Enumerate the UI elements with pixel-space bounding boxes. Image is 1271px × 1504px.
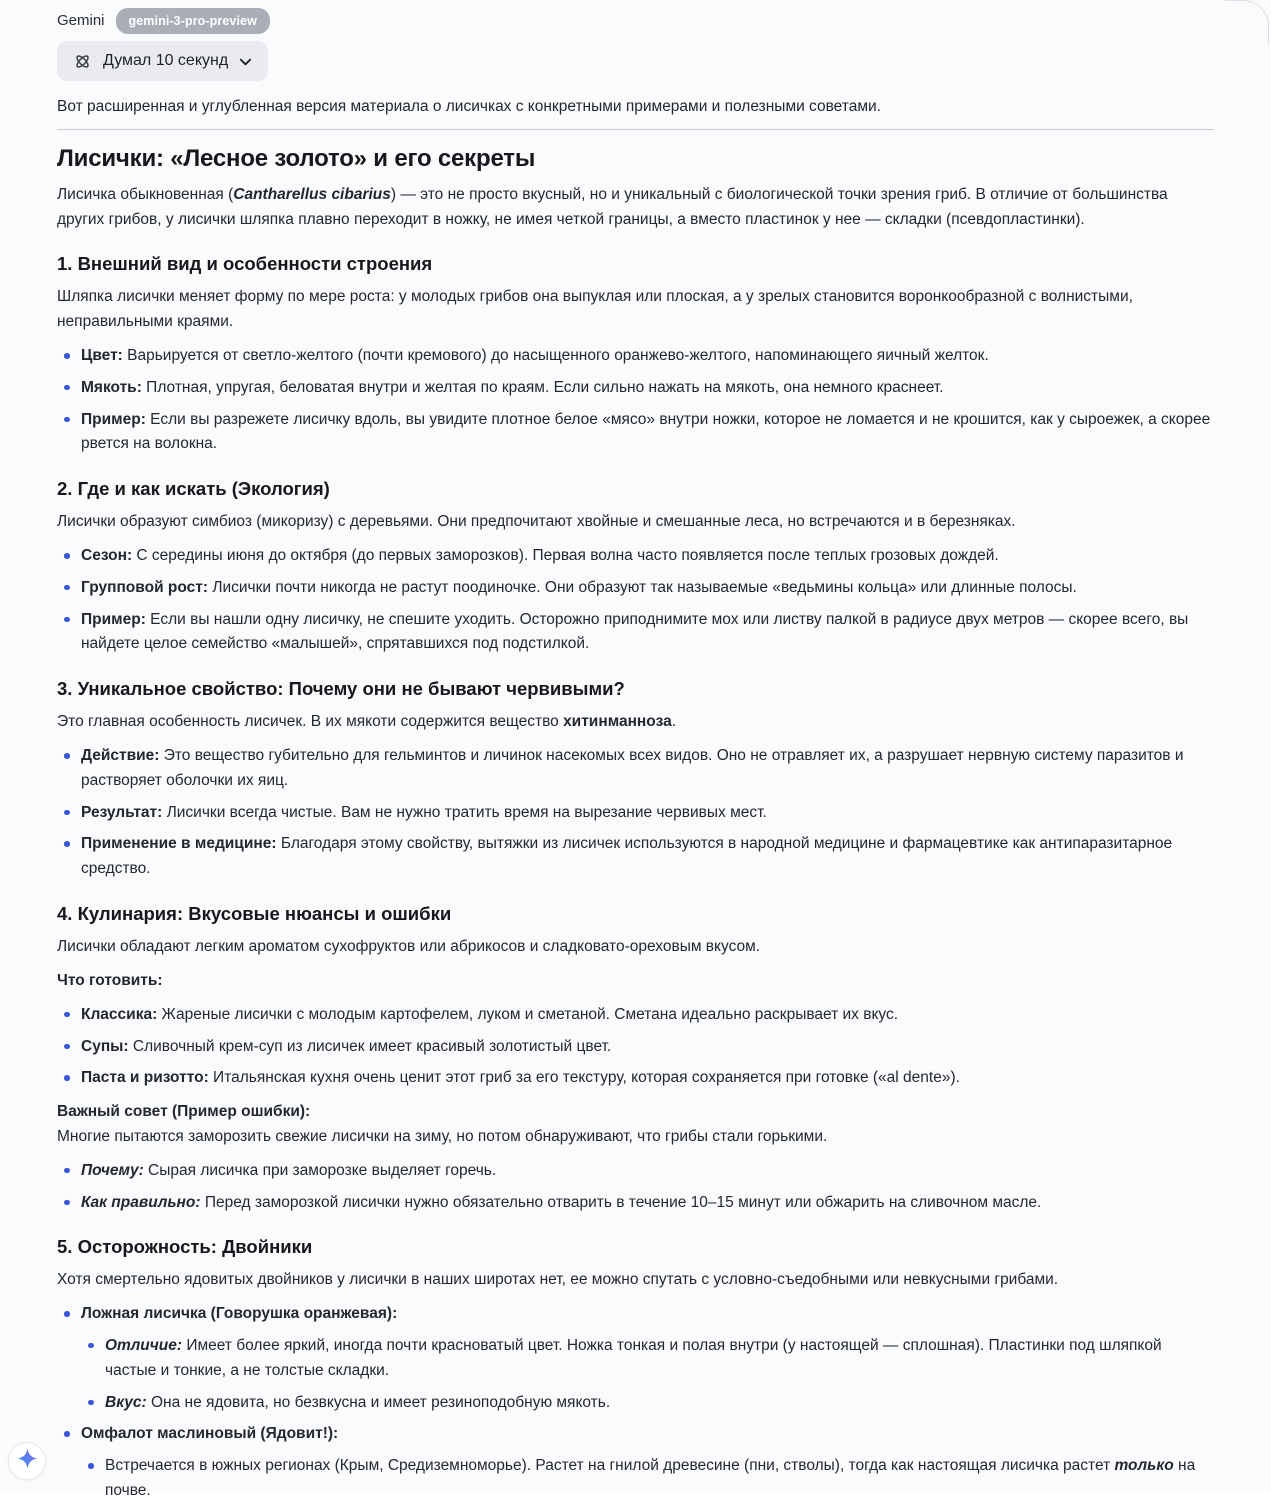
response-meta-row (57, 10, 1214, 32)
section-5-heading: 5. Осторожность: Двойники (57, 1236, 313, 1258)
omphalotus-sublist (81, 1454, 1214, 1504)
list-item: Действие: Это вещество губительно для гельминтов и личинок насекомых всех видов. Оно не отравляет их, а разрушает нервную систему паразитов и растворяет оболочки их яиц. (81, 744, 1214, 794)
list-item: Сезон: С середины июня до октября (до первых заморозков). Первая волна часто появляется после теплых грозовых дождей. (81, 544, 1214, 569)
section-4-list (57, 1003, 1214, 1091)
advice-title: Важный совет (Пример ошибки): (57, 1103, 311, 1121)
list-item: Почему: Сырая лисичка при заморозке выделяет горечь. (81, 1159, 1214, 1184)
list-item: Паста и ризотто: Итальянская кухня очень ценит этот гриб за его текстуру, которая сохраняется при готовке («al dente»). (81, 1066, 1214, 1091)
section-4-heading: 4. Кулинария: Вкусовые нюансы и ошибки (57, 903, 452, 925)
article-title: Лисички: «Лесное золото» и его секреты (57, 144, 536, 172)
list-item: Вкус: Она не ядовита, но безвкусна и имеет резиноподобную мякоть. (105, 1391, 1214, 1416)
list-item: Встречается в южных регионах (Крым, Средиземноморье). Растет на гнилой древесине (пни, стволы), тогда как настоящая лисичка растет только на почве. (105, 1454, 1214, 1504)
list-item: Пример: Если вы разрежете лисичку вдоль, вы увидите плотное белое «мясо» внутри ножки, которое не ломается и не крошится, как у сыроежек, а скорее рвется на волокна. (81, 408, 1214, 458)
model-badge: gemini-3-pro-preview (116, 8, 270, 34)
divider (57, 129, 1214, 130)
advice-list (57, 1159, 1214, 1216)
list-item: Омфалот маслиновый (Ядовит!): Встречается в южных регионах (Крым, Средиземноморье). Растет на гнилой древесине (пни, стволы), тогда как настоящая лисичка растет только на почве. (81, 1422, 1214, 1503)
list-item: Классика: Жареные лисички с молодым картофелем, луком и сметаной. Сметана идеально раскрывает их вкус. (81, 1003, 1214, 1028)
app-name: Gemini (57, 12, 105, 29)
section-3-list (57, 744, 1214, 882)
lead-paragraph: Лисичка обыкновенная (Cantharellus cibarius) — это не просто вкусный, но и уникальный с биологической точки зрения гриб. В отличие от большинства других грибов, у лисички шляпка плавно переходит в ножку, не имея четкой границы, а вместо пластинок у нее — складки (псевдопластинки). (57, 185, 1168, 228)
section-2-list (57, 544, 1214, 657)
list-item: Групповой рост: Лисички почти никогда не растут поодиночке. Они образуют так называемые «ведьмины кольца» или длинные полосы. (81, 576, 1214, 601)
advice-text: Многие пытаются заморозить свежие лисички на зиму, но потом обнаруживают, что грибы стали горькими. (57, 1127, 828, 1145)
thinking-toggle-button[interactable] (57, 41, 268, 81)
list-item: Ложная лисичка (Говорушка оранжевая): Отличие: Имеет более яркий, иногда почти красноватый цвет. Ножка тонкая и полая внутри (у настоящей — сплошная). Пластинки под шляпкой частые и тонкие, а не толстые складки. Вкус: Она не ядовита, но безвкусна и имеет резиноподобную мякоть. (81, 1302, 1214, 1415)
latin-species-name: Cantharellus cibarius (233, 185, 391, 203)
list-item: Пример: Если вы нашли одну лисичку, не спешите уходить. Осторожно приподнимите мох или листву палкой в радиусе двух метров — скорее всего, вы найдете целое семейство «малышей», спрятавшихся под подстилкой. (81, 608, 1214, 658)
list-item: Результат: Лисички всегда чистые. Вам не нужно тратить время на вырезание червивых мест. (81, 801, 1214, 826)
section-5-intro: Хотя смертельно ядовитых двойников у лисички в наших широтах нет, ее можно спутать с условно-съедобными или невкусными грибами. (57, 1271, 1059, 1289)
list-item: Применение в медицине: Благодаря этому свойству, вытяжки из лисичек используются в народной медицине и фармацевтике как антипаразитарное средство. (81, 832, 1214, 882)
gemini-avatar (8, 1442, 46, 1480)
knot-icon (72, 51, 93, 72)
section-2-heading: 2. Где и как искать (Экология) (57, 478, 330, 500)
section-1-list (57, 344, 1214, 457)
section-4-intro: Лисички обладают легким ароматом сухофруктов или абрикосов и сладковато-ореховым вкусом. (57, 938, 761, 956)
list-item: Мякоть: Плотная, упругая, беловатая внутри и желтая по краям. Если сильно нажать на мякоть, она немного краснеет. (81, 376, 1214, 401)
section-2-intro: Лисички образуют симбиоз (микоризу) с деревьями. Они предпочитают хвойные и смешанные леса, но встречаются и в березняках. (57, 513, 1016, 531)
section-3-intro: Это главная особенность лисичек. В их мякоти содержится вещество хитинманноза. (57, 713, 676, 731)
thinking-label: Думал 10 секунд (103, 52, 229, 69)
cook-subtitle: Что готовить: (57, 971, 163, 989)
list-item: Как правильно: Перед заморозкой лисички нужно обязательно отварить в течение 10–15 минут или обжарить на сливочном масле. (81, 1191, 1214, 1216)
gemini-sparkle-icon (16, 1447, 39, 1475)
intro-text: Вот расширенная и углубленная версия материала о лисичках с конкретными примерами и полезными советами. (57, 98, 881, 115)
chevron-down-icon (238, 54, 253, 69)
advice-paragraph (57, 1100, 1214, 1150)
section-1-heading: 1. Внешний вид и особенности строения (57, 253, 433, 275)
list-item: Отличие: Имеет более яркий, иногда почти красноватый цвет. Ножка тонкая и полая внутри (у настоящей — сплошная). Пластинки под шляпкой частые и тонкие, а не толстые складки. (105, 1334, 1214, 1384)
list-item: Супы: Сливочный крем-суп из лисичек имеет красивый золотистый цвет. (81, 1035, 1214, 1060)
keyword-emphasis: хитинманноза (563, 713, 672, 731)
list-item: Цвет: Варьируется от светло-желтого (почти кремового) до насыщенного оранжево-желтого, напоминающего яичный желток. (81, 344, 1214, 369)
false-chanterelle-sublist (81, 1334, 1214, 1415)
section-1-intro: Шляпка лисички меняет форму по мере роста: у молодых грибов она выпуклая или плоская, а у зрелых становится воронкообразной с волнистыми, неправильными краями. (57, 288, 1133, 331)
section-5-list (57, 1302, 1214, 1504)
section-3-heading: 3. Уникальное свойство: Почему они не бывают червивыми? (57, 678, 625, 700)
